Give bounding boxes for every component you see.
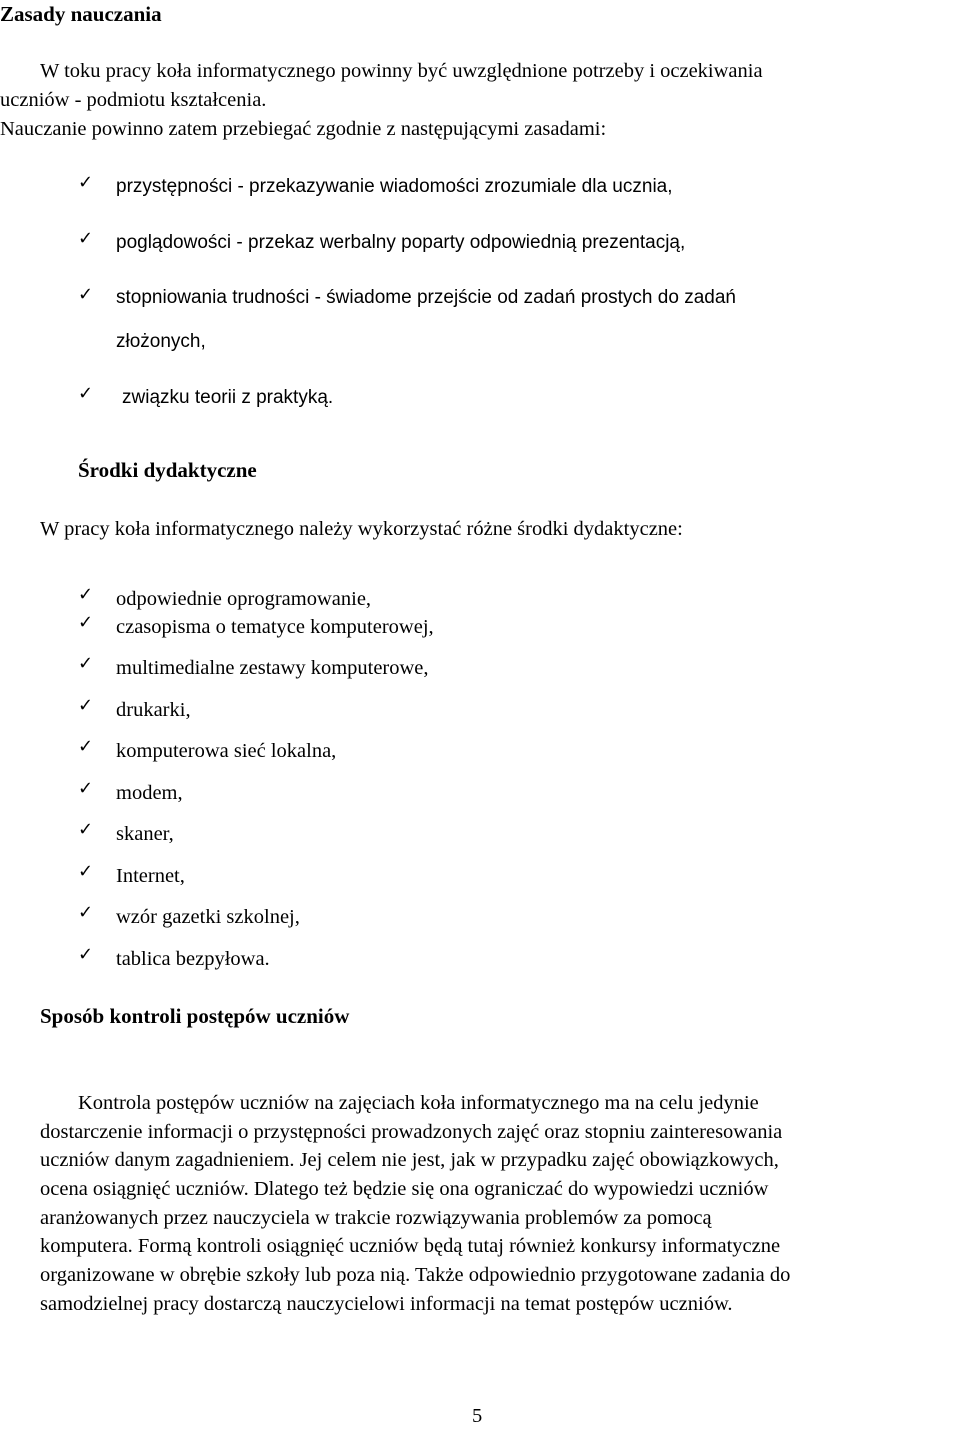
teaching-aid-item: Internet, xyxy=(116,865,185,887)
teaching-aid-item: skaner, xyxy=(116,823,174,845)
checkmark-icon: ✓ xyxy=(78,944,94,965)
checkmark-icon: ✓ xyxy=(78,902,94,923)
checkmark-icon: ✓ xyxy=(78,778,94,799)
paragraph-line: organizowane w obrębie szkoły lub poza nią. Także odpowiednio przygotowane zadania do xyxy=(40,1264,791,1287)
paragraph-line: Kontrola postępów uczniów na zajęciach koła informatycznego ma na celu jedynie xyxy=(78,1092,759,1114)
checkmark-icon: ✓ xyxy=(78,383,94,404)
checkmark-icon: ✓ xyxy=(78,736,94,757)
page-number: 5 xyxy=(472,1405,483,1427)
paragraph-line: samodzielnej pracy dostarczą nauczycielowi informacji na temat postępów uczniów. xyxy=(40,1292,733,1315)
checkmark-icon: ✓ xyxy=(78,584,94,605)
checkmark-icon: ✓ xyxy=(78,695,94,716)
checkmark-icon: ✓ xyxy=(78,819,94,840)
progress-control-paragraph xyxy=(40,1089,790,1319)
paragraph-line: ocena osiągnięć uczniów. Dlatego też będzie się ona ograniczać do wypowiedzi uczniów xyxy=(40,1178,769,1201)
intro-text-line-3: Nauczanie powinno zatem przebiegać zgodnie z następującymi zasadami: xyxy=(0,118,607,140)
intro-text-line-1: W toku pracy koła informatycznego powinny być uwzględnione potrzeby i oczekiwania xyxy=(40,60,763,82)
intro-text-line-2: uczniów - podmiotu kształcenia. xyxy=(0,89,267,111)
section-heading-zasady-nauczania: Zasady nauczania xyxy=(0,2,162,26)
teaching-aid-item: multimedialne zestawy komputerowe, xyxy=(116,657,429,679)
teaching-aid-item: drukarki, xyxy=(116,699,191,721)
principle-item: związku teorii z praktyką. xyxy=(122,387,334,408)
paragraph-line: aranżowanych przez nauczyciela w trakcie rozwiązywania problemów za pomocą xyxy=(40,1206,712,1229)
principle-item: przystępności - przekazywanie wiadomości zrozumiale dla ucznia, xyxy=(116,176,673,197)
teaching-aid-item: czasopisma o tematyce komputerowej, xyxy=(116,616,434,638)
checkmark-icon: ✓ xyxy=(78,653,94,674)
checkmark-icon: ✓ xyxy=(78,861,94,882)
teaching-aid-item: odpowiednie oprogramowanie, xyxy=(116,588,372,610)
checkmark-icon: ✓ xyxy=(78,284,94,305)
section-heading-sposob-kontroli: Sposób kontroli postępów uczniów xyxy=(40,1004,350,1028)
principle-item-continuation: złożonych, xyxy=(116,331,206,352)
paragraph-line: dostarczenie informacji o przystępności prowadzonych zajęć oraz stopniu zainteresowania xyxy=(40,1120,783,1143)
checkmark-icon: ✓ xyxy=(78,172,94,193)
teaching-aid-item: tablica bezpyłowa. xyxy=(116,948,270,970)
teaching-aid-item: modem, xyxy=(116,782,183,804)
paragraph-line: komputera. Formą kontroli osiągnięć uczniów będą tutaj również konkursy informatyczne xyxy=(40,1235,781,1258)
principle-item: stopniowania trudności - świadome przejście od zadań prostych do zadań xyxy=(116,287,736,308)
checkmark-icon: ✓ xyxy=(78,612,94,633)
section-heading-srodki-dydaktyczne: Środki dydaktyczne xyxy=(78,458,257,482)
checkmark-icon: ✓ xyxy=(78,228,94,249)
paragraph-line: uczniów danym zagadnieniem. Jej celem nie jest, jak w przypadku zajęć obowiązkowych, xyxy=(40,1149,779,1172)
principle-item: poglądowości - przekaz werbalny poparty odpowiednią prezentacją, xyxy=(116,232,686,253)
teaching-aid-item: komputerowa sieć lokalna, xyxy=(116,740,337,762)
teaching-aid-item: wzór gazetki szkolnej, xyxy=(116,906,300,928)
teaching-aids-intro: W pracy koła informatycznego należy wykorzystać różne środki dydaktyczne: xyxy=(40,518,683,540)
